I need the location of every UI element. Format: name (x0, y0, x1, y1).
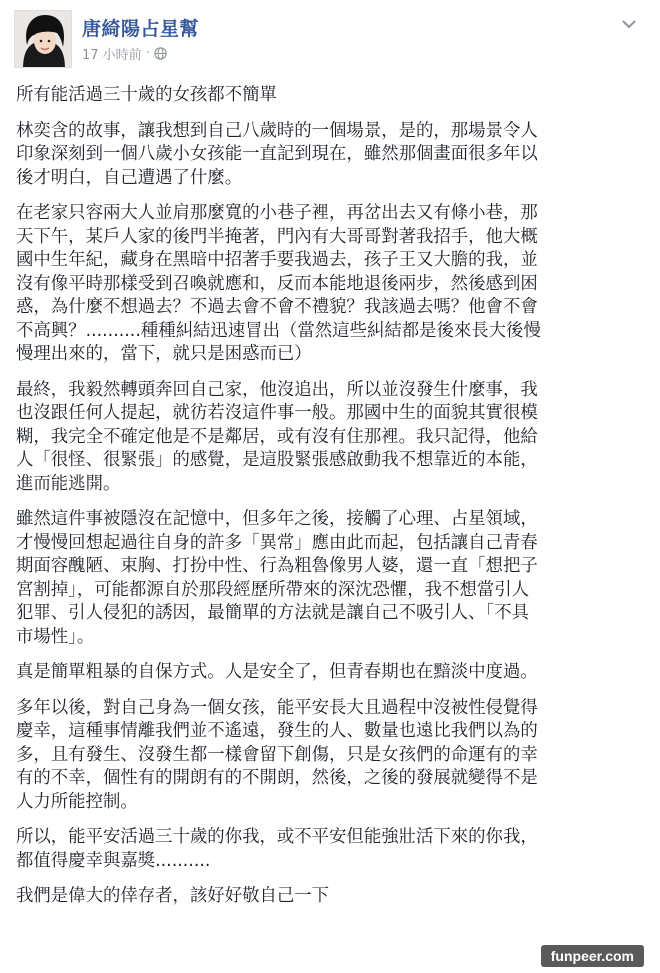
chevron-down-icon[interactable] (620, 16, 638, 30)
post-meta (82, 44, 167, 63)
post-paragraph: 最終，我毅然轉頭奔回自己家，他沒追出，所以並沒發生什麼事，我 也沒跟任何人提起，就彷若沒這件事一般。那國中生的面貌其實很模 糊，我完全不確定他是不是鄰居，或有沒有住那裡。我只記得，他給 人「很怪、很緊張」的感覺，是這股緊張感啟動我不想靠近的本能， 進而能逃開。 (16, 379, 538, 494)
meta-separator: · (145, 46, 150, 61)
post-paragraph: 我們是偉大的倖存者，該好好敬自己一下 (16, 886, 330, 906)
post-paragraph: 所有能活過三十歲的女孩都不簡單 (16, 85, 277, 105)
post-paragraph: 所以，能平安活過三十歲的你我，或不平安但能強壯活下來的你我， 都值得慶幸與嘉獎.......... (16, 827, 538, 871)
author-name[interactable]: 唐綺陽占星幫 (82, 18, 200, 40)
watermark: funpeer.com (541, 945, 644, 967)
globe-icon (154, 47, 167, 60)
post-paragraph: 多年以後，對自己身為一個女孩，能平安長大且過程中沒被性侵覺得 慶幸，這種事情離我們並不遙遠，發生的人、數量也遠比我們以為的 多，且有發生、沒發生都一樣會留下創傷，只是女孩們的命運有的幸 有的不幸，個性有的開朗有的不開朗，然後，之後的發展就變得不是 人力所能控制。 (16, 697, 538, 812)
post-header (14, 10, 646, 70)
avatar-portrait (15, 11, 72, 68)
avatar[interactable] (14, 10, 72, 68)
post-paragraph: 雖然這件事被隱沒在記憶中，但多年之後，接觸了心理、占星領域， 才慢慢回想起過往自身的許多「異常」應由此而起，包括讓自己青春 期面容醜陋、束胸、打扮中性、行為粗魯像男人婆，還一直「想把子 宮割掉」，可能都源自於那段經歷所帶來的深沈恐懼，我不想當引人 犯罪、引人侵犯的誘因，最簡單的方法就是讓自己不吸引人、「不具 市場性」。 (16, 509, 538, 647)
post-paragraph: 真是簡單粗暴的自保方式。人是安全了，但青春期也在黯淡中度過。 (16, 662, 538, 682)
post-timestamp[interactable]: 17 小時前 (82, 48, 142, 63)
post-paragraph: 林奕含的故事，讓我想到自己八歲時的一個場景，是的，那場景令人 印象深刻到一個八歲小女孩能一直記到現在，雖然那個畫面很多年以 後才明白，自己遭遇了什麼。 (16, 120, 538, 188)
post-body (16, 84, 644, 921)
post-paragraph: 在老家只容兩大人並肩那麼寬的小巷子裡，再岔出去又有條小巷，那 天下午，某戶人家的後門半掩著，門內有大哥哥對著我招手，他大概 國中生年紀，藏身在黑暗中招著手要我過去，孩子王又大膽的我，並 沒有像平時那樣受到召喚就應和，反而本能地退後兩步，然後感到困 惑，為什麼不想過去？不過去會不會不禮貌？我該過去嗎？他會不會 不高興？..........種種糾結迅速冒出（當然這些糾結都是後來長大後慢 慢理出來的，當下，就只是困惑而已） (16, 203, 541, 364)
